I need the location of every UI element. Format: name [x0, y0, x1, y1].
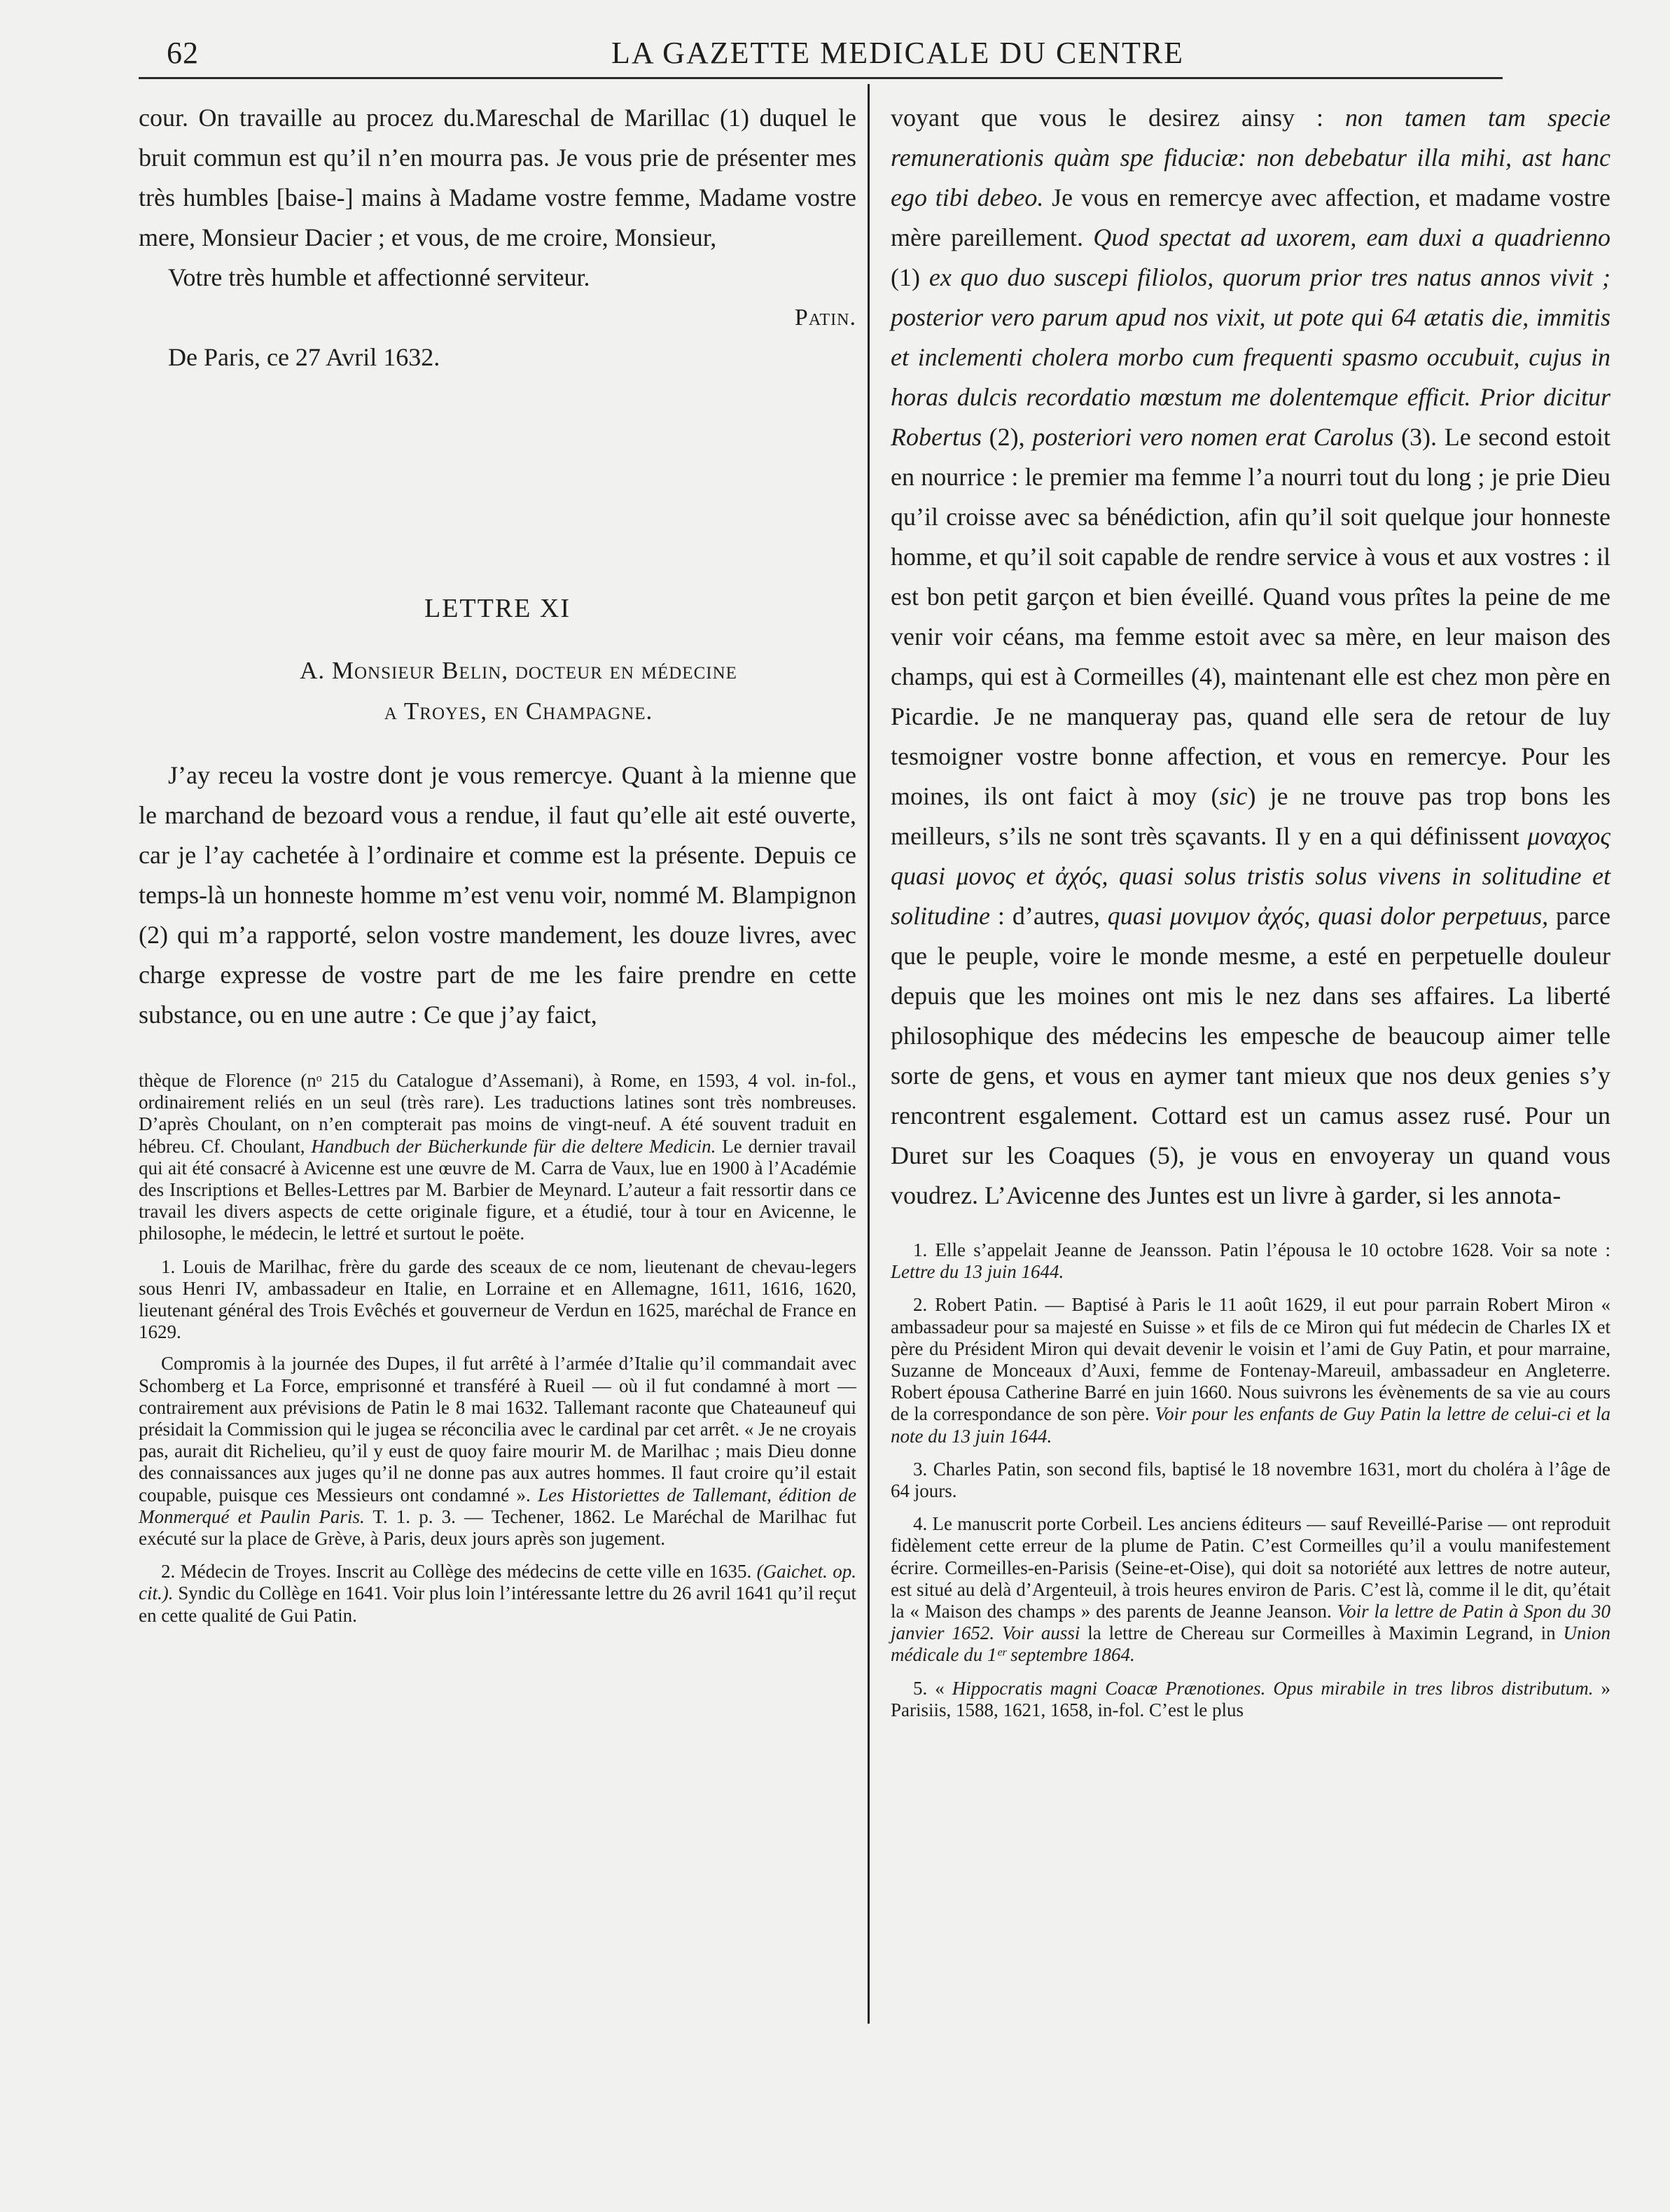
footnote-text: thèque de Florence (nᵒ 215 du Catalogue d’Assemani), à Rome, en 1593, 4 vol. in-fol., ordinairement reliés en un seul (très rare). Les traductions latines sont très nombreuses. D’après Choulant, on n’en compterait pas moins de vingt-neuf. A été souvent traduit en hébreu. Cf. Choulant, [139, 1070, 856, 1157]
latin-quote: quasi μονιμον ἀχός, quasi dolor perpetuus, [1107, 902, 1549, 930]
footnote-text: T. 1. p. 3. — Techener, 1862. Le Maréchal de Marilhac fut exécuté sur la place de Grève, à Paris, deux jours après son jugement. [139, 1505, 856, 1550]
footnote-5 [891, 1678, 1610, 1721]
footnotes-left [139, 1070, 856, 1627]
text-run: (3). Le second estoit en nourrice : le premier ma femme l’a nourri tout du long ; je prie Dieu qu’il croisse avec sa bénédiction, afin qu’il soit quelque jour honneste homme, et qu’il soit capable de rendre service à vous et aux vostres : il est bon petit garçon et bien éveillé. Quand vous prîtes la peine de me venir voir céans, ma femme estoit avec sa mère, en leur maison des champs, qui est à Cormeilles (4), maintenant elle est chez mon père en Picardie. Je ne manqueray pas, quand elle sera de retour de luy tesmoigner vostre bonne affection, et vous en remercye. Pour les moines, ils ont faict à moy ( [891, 423, 1610, 810]
footnote-text: 4. Le manuscrit porte Corbeil. Les anciens éditeurs — sauf Reveillé-Parise — ont reproduit fidèlement cette erreur de la plume de Patin. C’est Cormeilles qu’il a voulu manifestement écrire. Cormeilles-en-Parisis (Seine-et-Oise), qui doit sa notoriété aux lettres de notre auteur, est situé au delà d’Argenteuil, à trois heures environ de Paris. C’est là, comme il le dit, qu’était la « Maison des champs » des parents de Jeanne Jeanson. [891, 1513, 1610, 1622]
latin-quote: ex quo duo suscepi filiolos, quorum prior tres natus annos vivit ; posterior vero parum apud nos vixit, ut pote qui 64 ætatis die, immitis et inclementi cholera morbo cum frequenti spasmo occubuit, cujus in horas dulcis recordatio mœstum me dolentemque efficit. Prior dicitur Robertus [891, 263, 1610, 451]
footnote-1 [891, 1239, 1610, 1283]
footnote-italic: Les Historiettes de Tallemant, édition de Monmerqué et Paulin Paris. [139, 1484, 856, 1527]
page-header [139, 28, 1503, 79]
footnote-text: la lettre de Chereau sur Cormeilles à Maximin Legrand, in [1080, 1622, 1564, 1644]
letter-closing: Votre très humble et affectionné serviteur. [168, 263, 590, 291]
latin-quote: μοναχος quasi μονος et ἀχός, quasi solus tristis solus vivens in solitudine et solitudine [891, 822, 1610, 930]
letter-paragraph-continued [891, 98, 1610, 1216]
address-line: A. Monsieur Belin, docteur en médecine [300, 657, 737, 684]
letter-paragraph: J’ay receu la vostre dont je vous remercye. Quant à la mienne que le marchand de bezoard vous a rendue, il faut qu’elle ait esté ouverte, car je l’ay cachetée à l’ordinaire et comme est la présente. Depuis ce temps-là un honneste homme m’est venu voir, nommé M. Blampignon (2) qui m’a rapporté, selon vostre mandement, les douze livres, avec charge expresse de vostre part de me les faire prendre en cette substance, ou en une autre : Ce que j’ay faict, [139, 761, 856, 1029]
text-run: (2), [982, 423, 1033, 451]
right-column [891, 98, 1610, 1721]
previous-letter-ending: cour. On travaille au procez du.Mareschal de Marillac (1) duquel le bruit commun est qu’il n’en mourra pas. Je vous prie de présenter mes très humbles [baise-] mains à Madame vostre femme, Madame vostre mere, Monsieur Dacier ; et vous, de me croire, Monsieur, [139, 104, 856, 251]
latin-quote: sic [1219, 782, 1248, 810]
latin-quote: Quod spectat ad uxorem, eam duxi a quadrienno [1093, 223, 1611, 251]
footnote-italic: Lettre du 13 juin 1644. [891, 1261, 1064, 1283]
footnote-3: 3. Charles Patin, son second fils, baptisé le 18 novembre 1631, mort du choléra à l’âge de 64 jours. [891, 1458, 1610, 1502]
footnote-text: Syndic du Collège en 1641. Voir plus loin l’intéressante lettre du 26 avril 1641 qu’il reçut en cette qualité de Gui Patin. [139, 1583, 856, 1626]
text-run: Je vous en remercye avec affection, et madame vostre mère pareillement. [891, 183, 1610, 251]
footnote-2 [139, 1561, 856, 1627]
column-divider [868, 84, 870, 2024]
letter-address [139, 651, 856, 732]
latin-quote: posteriori vero nomen erat Carolus [1032, 423, 1394, 451]
footnotes-right [891, 1239, 1610, 1721]
footnote-italic: Voir pour les enfants de Guy Patin la lettre de celui-ci et la note du 13 juin 1644. [891, 1403, 1610, 1447]
footnote-text: 1. Elle s’appelait Jeanne de Jeansson. Patin l’épousa le 10 octobre 1628. Voir sa note : [913, 1239, 1610, 1260]
text-run: (1) [891, 263, 929, 291]
footnote-1: 1. Louis de Marilhac, frère du garde des sceaux de ce nom, lieutenant de chevau-legers sous Henri IV, ambassadeur en Italie, en Lorraine et en Allemagne, 1611, 1616, 1620, lieutenant général des Trois Evêchés et gouverneur de Verdun en 1625, maréchal de France en 1629. [139, 1255, 856, 1343]
footnote-text: 2. Robert Patin. — Baptisé à Paris le 11 août 1629, il eut pour parrain Robert Miron « ambassadeur pour sa majesté en Suisse » et fils de ce Miron qui fut médecin de Charles IX et père du Président Miron qui devait devenir le voisin et l’ami de Guy Patin, et pour marraine, Suzanne de Monceaux d’Auxi, femme de Fontenay-Mareuil, ambassadeur en Angleterre. Robert épousa Catherine Barré en juin 1660. Nous suivrons les évènements de sa vie au cours de la correspondance de son père. [891, 1294, 1610, 1425]
footnote-text: » Parisiis, 1588, 1621, 1658, in-fol. C’est le plus [891, 1677, 1611, 1720]
footnote-italic: Hippocratis magni Coacæ Prænotiones. Opus mirabile in tres libros distributum. [952, 1677, 1594, 1699]
text-run: voyant que vous le desirez ainsy : [891, 104, 1345, 132]
footnote-text: Compromis à la journée des Dupes, il fut arrêté à l’armée d’Italie qu’il commandait avec Schomberg et La Force, emprisonné et transféré à Rueil — où il fut condamné à mort — contrairement aux prévisions de Patin le 8 mai 1632. Tallemant raconte que Chateauneuf qui présidait la Commission qui le jugea se réconcilia avec le cardinal par cet arrêt. « Je ne croyais pas, aurait dit Richelieu, qu’il y eust de quoy faire mourir M. de Marilhac ; mais Dieu donne des connaissances aux juges qu’il ne donne pas aux autres hommes. Il faut croire qu’il estait coupable, puisque ces Messieurs ont condamné ». [139, 1353, 856, 1505]
text-run: : d’autres, [990, 902, 1108, 930]
footnote-4 [891, 1513, 1610, 1666]
footnote-text: Le dernier travail qui ait été consacré à Avicenne est une œuvre de M. Carra de Vaux, lue en 1900 à l’Académie des Inscriptions et Belles-Lettres par M. Barbier de Meynard. L’auteur a fait ressortir dans ce travail les divers aspects de cette originale figure, et a étudié, tour à tour en Avicenne, le philosophe, le médecin, le lettré et surtout le poëte. [139, 1135, 856, 1244]
footnote-1-continued [139, 1353, 856, 1550]
footnote-italic: Voir la lettre de Patin à Spon du 30 janvier 1652. Voir aussi [891, 1601, 1610, 1644]
address-line: a Troyes, en Champagne. [384, 697, 653, 725]
footnote-text: 2. Médecin de Troyes. Inscrit au Collège des médecins de cette ville en 1635. [161, 1561, 757, 1583]
footnote-2 [891, 1294, 1610, 1447]
left-column [139, 98, 856, 1627]
text-run: parce que le peuple, voire le monde mesme, a esté en perpetuelle douleur depuis que les moines ont mis le nez dans ses affaires. La liberté philosophique des médecins les empesche de beaucoup aimer telle sorte de gens, et vous en aymer tant mieux que nos deux genies s’y rencontrent esgalement. Cottard est un camus assez rusé. Pour un Duret sur les Coaques (5), je vous en envoyeray un quand vous voudrez. L’Avicenne des Juntes est un livre à garder, si les annota- [891, 902, 1610, 1209]
letter-title: LETTRE XI [424, 594, 571, 623]
footnote-text: 5. « [913, 1677, 952, 1699]
footnote-italic: Union médicale du 1ᵉʳ septembre 1864. [891, 1622, 1610, 1666]
footnote-continuation [139, 1070, 856, 1245]
text-run: ) je ne trouve pas trop bons les meilleurs, s’ils ne sont très sçavants. Il y en a qui définissent [891, 782, 1610, 850]
latin-quote: non tamen tam specie remunerationis quàm spe fiduciæ: non debebatur illa mihi, ast hanc ego tibi debeo. [891, 104, 1610, 211]
dateline: De Paris, ce 27 Avril 1632. [168, 343, 440, 371]
footnote-italic: Handbuch der Bücherkunde für die deltere Medicin. [311, 1135, 716, 1157]
page-number: 62 [167, 36, 199, 70]
journal-title: LA GAZETTE MEDICALE DU CENTRE [611, 36, 1185, 70]
signature: Patin. [794, 305, 856, 331]
footnote-italic: (Gaichet. op. cit.). [139, 1561, 856, 1604]
